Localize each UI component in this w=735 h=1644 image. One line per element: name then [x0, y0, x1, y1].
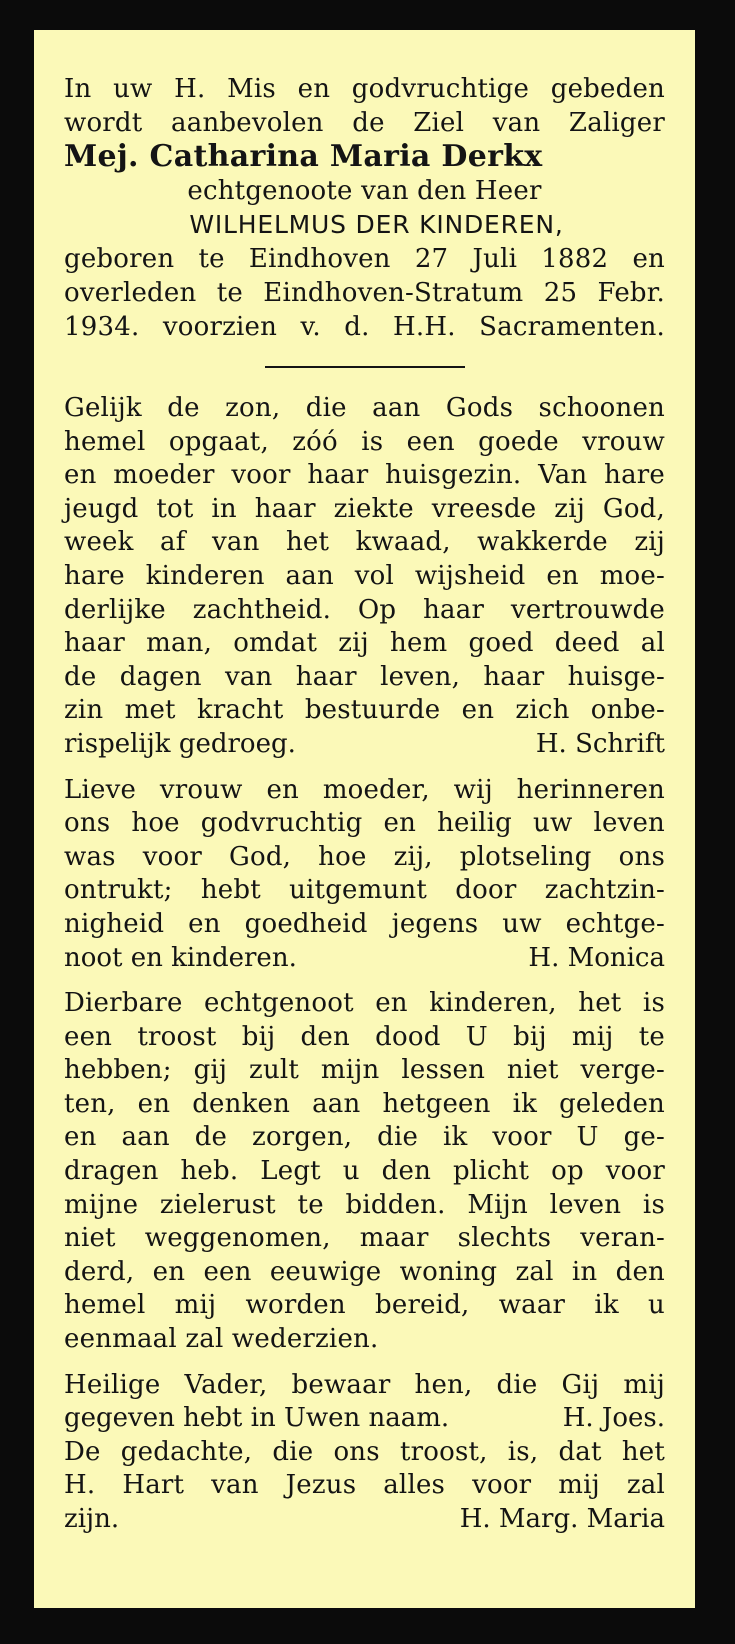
- paragraph-monica: [64, 774, 665, 976]
- text-fragment: zijn.: [64, 1504, 120, 1534]
- husband-name: WILHELMUS DER KINDEREN,: [189, 210, 564, 239]
- text-line: Lieve vrouw en moeder, wij herinneren: [64, 774, 665, 805]
- header-line-1: In uw H. Mis en godvruchtige gebeden: [64, 74, 665, 104]
- death-line: overleden te Eindhoven-Stratum 25 Febr.: [64, 278, 665, 308]
- text-line: week af van het kwaad, wakkerde zij: [64, 527, 665, 558]
- text-line: H. Hart van Jezus alles voor mij zal: [64, 1470, 665, 1501]
- source-attribution: H. Schrift: [535, 728, 665, 759]
- text-line: mijne zielerust te bidden. Mijn leven is: [64, 1189, 665, 1220]
- text-line: zin met kracht bestuurde en zich onbe-: [64, 695, 665, 726]
- text-fragment: noot en kinderen.: [64, 942, 297, 973]
- text-line: derd, en een eeuwige woning zal in den: [64, 1256, 665, 1287]
- text-line: was voor God, hoe zij, plotseling ons: [64, 841, 665, 872]
- signature-line: [64, 728, 665, 762]
- text-line: en aan de zorgen, die ik voor U ge-: [64, 1122, 665, 1153]
- text-line: derlijke zachtheid. Op haar vertrouwde: [64, 594, 665, 625]
- signature-line: [64, 1503, 665, 1537]
- text-line: hemel opgaat, zóó is een goede vrouw: [64, 426, 665, 457]
- text-line: Heilige Vader, bewaar hen, die Gij mij: [64, 1369, 665, 1400]
- text-line: eenmaal zal wederzien.: [64, 1324, 379, 1355]
- text-line: jeugd tot in haar ziekte vreesde zij God,: [64, 493, 665, 524]
- header-line-2: wordt aanbevolen de Ziel van Zaliger: [64, 108, 665, 138]
- spouse-intro-line: echtgenoote van den Heer: [187, 176, 542, 206]
- source-attribution: H. Joes.: [562, 1403, 665, 1434]
- text-line: nigheid en goedheid jegens uw echtge-: [64, 908, 665, 939]
- text-line: ons hoe godvruchtig en heilig uw leven: [64, 808, 665, 839]
- text-line: dragen heb. Legt u den plicht op voor: [64, 1156, 665, 1187]
- text-fragment: gegeven hebt in Uwen naam.: [64, 1403, 450, 1434]
- signature-line: [64, 1402, 665, 1436]
- source-attribution: H. Monica: [528, 942, 665, 973]
- card-header: [64, 72, 665, 344]
- memorial-card: [34, 30, 695, 1608]
- sacraments-line: 1934. voorzien v. d. H.H. Sacramenten.: [64, 312, 665, 342]
- signature-line: [64, 942, 665, 976]
- paragraph-prayer: [64, 1369, 665, 1537]
- text-line: ontrukt; hebt uitgemunt door zachtzin-: [64, 875, 665, 906]
- text-line: ten, en denken aan hetgeen ik geleden: [64, 1088, 665, 1119]
- text-line: hebben; gij zult mijn lessen niet verge-: [64, 1055, 665, 1086]
- birth-line: geboren te Eindhoven 27 Juli 1882 en: [64, 244, 665, 274]
- text-line: Dierbare echtgenoot en kinderen, het is: [64, 988, 665, 1019]
- text-line: een troost bij den dood U bij mij te: [64, 1021, 665, 1052]
- text-line: de dagen van haar leven, haar huisge-: [64, 661, 665, 692]
- text-line: De gedachte, die ons troost, is, dat het: [64, 1436, 665, 1467]
- paragraph-farewell: [64, 987, 665, 1357]
- text-line: niet weggenomen, maar slechts veran-: [64, 1223, 665, 1254]
- deceased-name: Mej. Catharina Maria Derkx: [64, 139, 543, 174]
- text-fragment: rispelijk gedroeg.: [64, 728, 296, 759]
- text-line: hemel mij worden bereid, waar ik u: [64, 1290, 665, 1321]
- text-line: en moeder voor haar huisgezin. Van hare: [64, 460, 665, 491]
- text-line: hare kinderen aan vol wijsheid en moe-: [64, 560, 665, 591]
- source-attribution: H. Marg. Maria: [459, 1504, 665, 1534]
- divider-rule: [265, 366, 465, 368]
- text-line: haar man, omdat zij hem goed deed al: [64, 628, 665, 659]
- text-line: Gelijk de zon, die aan Gods schoonen: [64, 393, 665, 423]
- paragraph-scripture: [64, 392, 665, 762]
